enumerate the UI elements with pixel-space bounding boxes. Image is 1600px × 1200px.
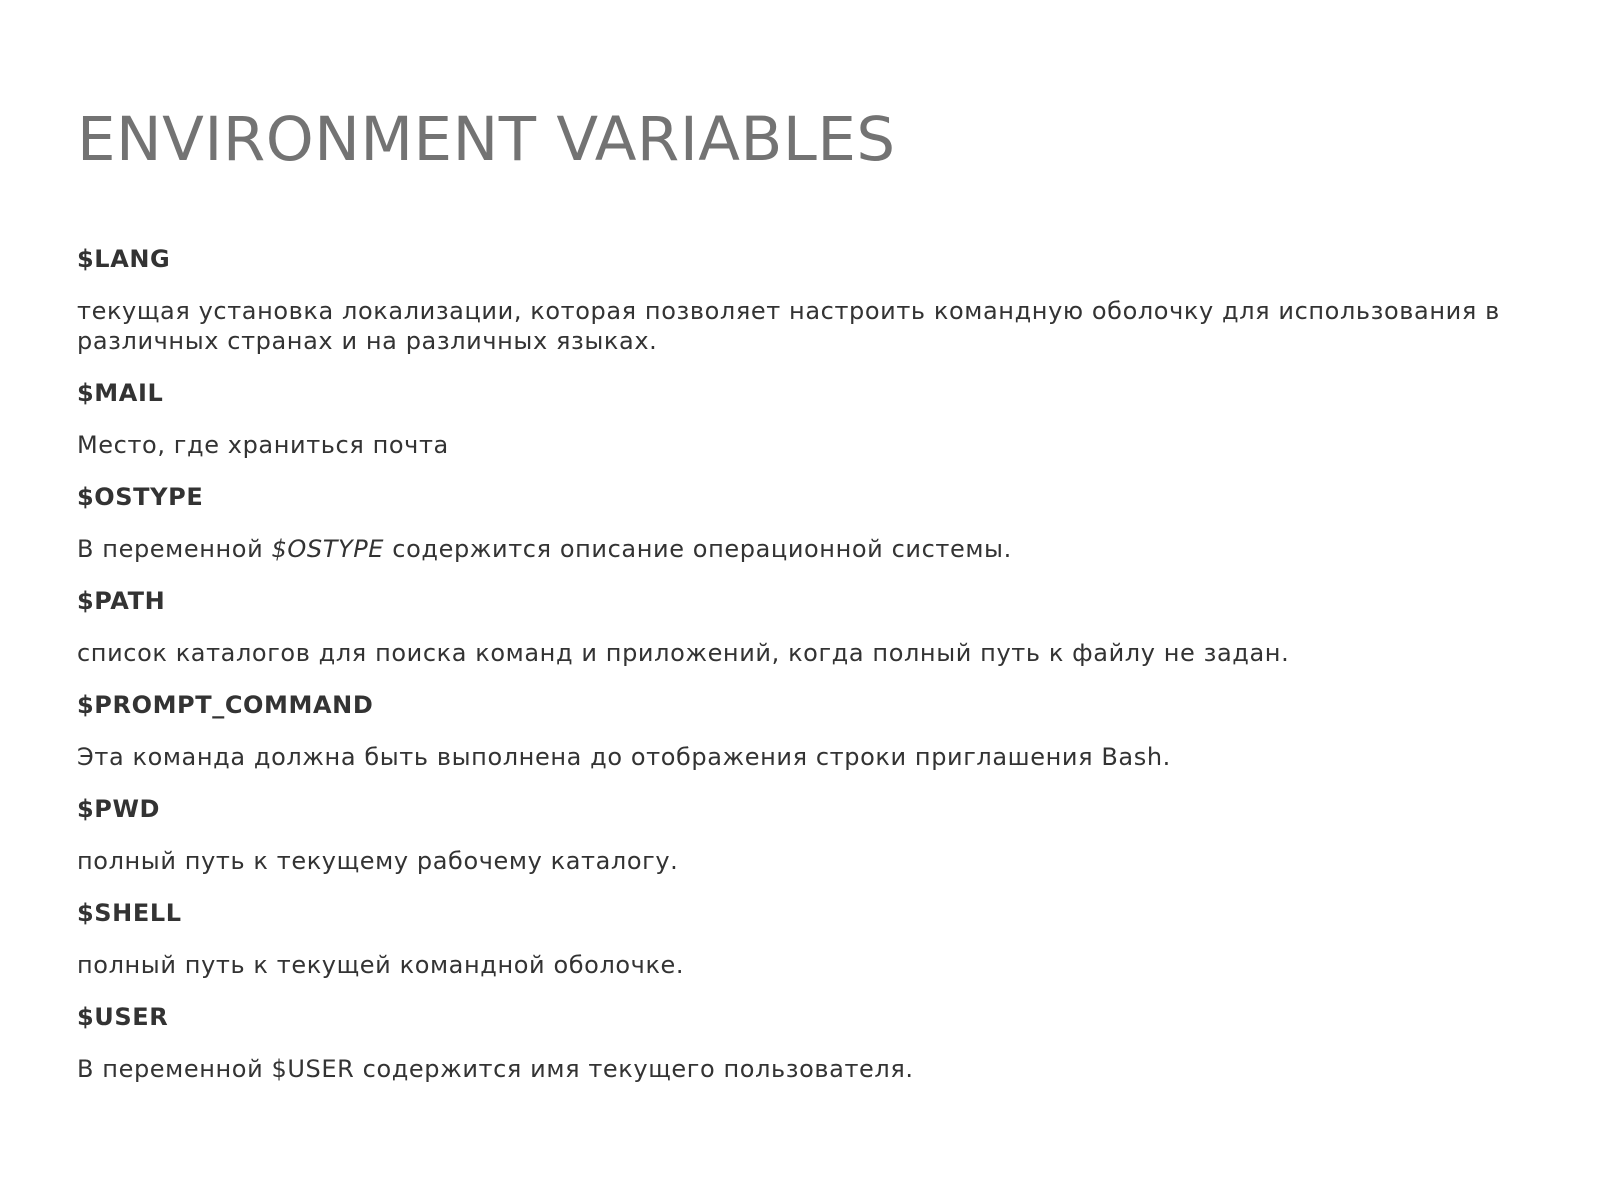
- description-text: Эта команда должна быть выполнена до отображения строки приглашения Bash.: [77, 743, 1171, 771]
- variable-description-lang: [77, 296, 1560, 356]
- variable-description-ostype: [77, 534, 1560, 564]
- variable-name-path: $PATH: [77, 587, 166, 615]
- variable-description-path: [77, 638, 1560, 668]
- variable-name-prompt-command: $PROMPT_COMMAND: [77, 691, 374, 719]
- description-text-end: содержится описание операционной системы.: [384, 535, 1012, 563]
- variable-list: [77, 244, 1560, 1084]
- variable-description-shell: [77, 950, 1560, 980]
- description-text: полный путь к текущему рабочему каталогу.: [77, 847, 679, 875]
- description-text: В переменной: [77, 535, 272, 563]
- variable-description-pwd: [77, 846, 1560, 876]
- description-text: текущая установка локализации, которая позволяет настроить командную оболочку для использования в различных странах и на различных языках.: [77, 297, 1500, 355]
- page-title: ENVIRONMENT VARIABLES: [77, 104, 896, 175]
- variable-description-mail: [77, 430, 1560, 460]
- description-text: полный путь к текущей командной оболочке.: [77, 951, 685, 979]
- variable-name-shell: $SHELL: [77, 899, 182, 927]
- variable-description-prompt-command: [77, 742, 1560, 772]
- description-emphasis: $OSTYPE: [271, 535, 385, 563]
- variable-name-lang: $LANG: [77, 245, 171, 273]
- variable-name-mail: $MAIL: [77, 379, 164, 407]
- variable-description-user: [77, 1054, 1560, 1084]
- description-text: В переменной $USER содержится имя текущего пользователя.: [77, 1055, 914, 1083]
- variable-name-user: $USER: [77, 1003, 169, 1031]
- description-text: Место, где храниться почта: [77, 431, 449, 459]
- variable-name-pwd: $PWD: [77, 795, 161, 823]
- description-text: список каталогов для поиска команд и приложений, когда полный путь к файлу не задан.: [77, 639, 1290, 667]
- variable-name-ostype: $OSTYPE: [77, 483, 204, 511]
